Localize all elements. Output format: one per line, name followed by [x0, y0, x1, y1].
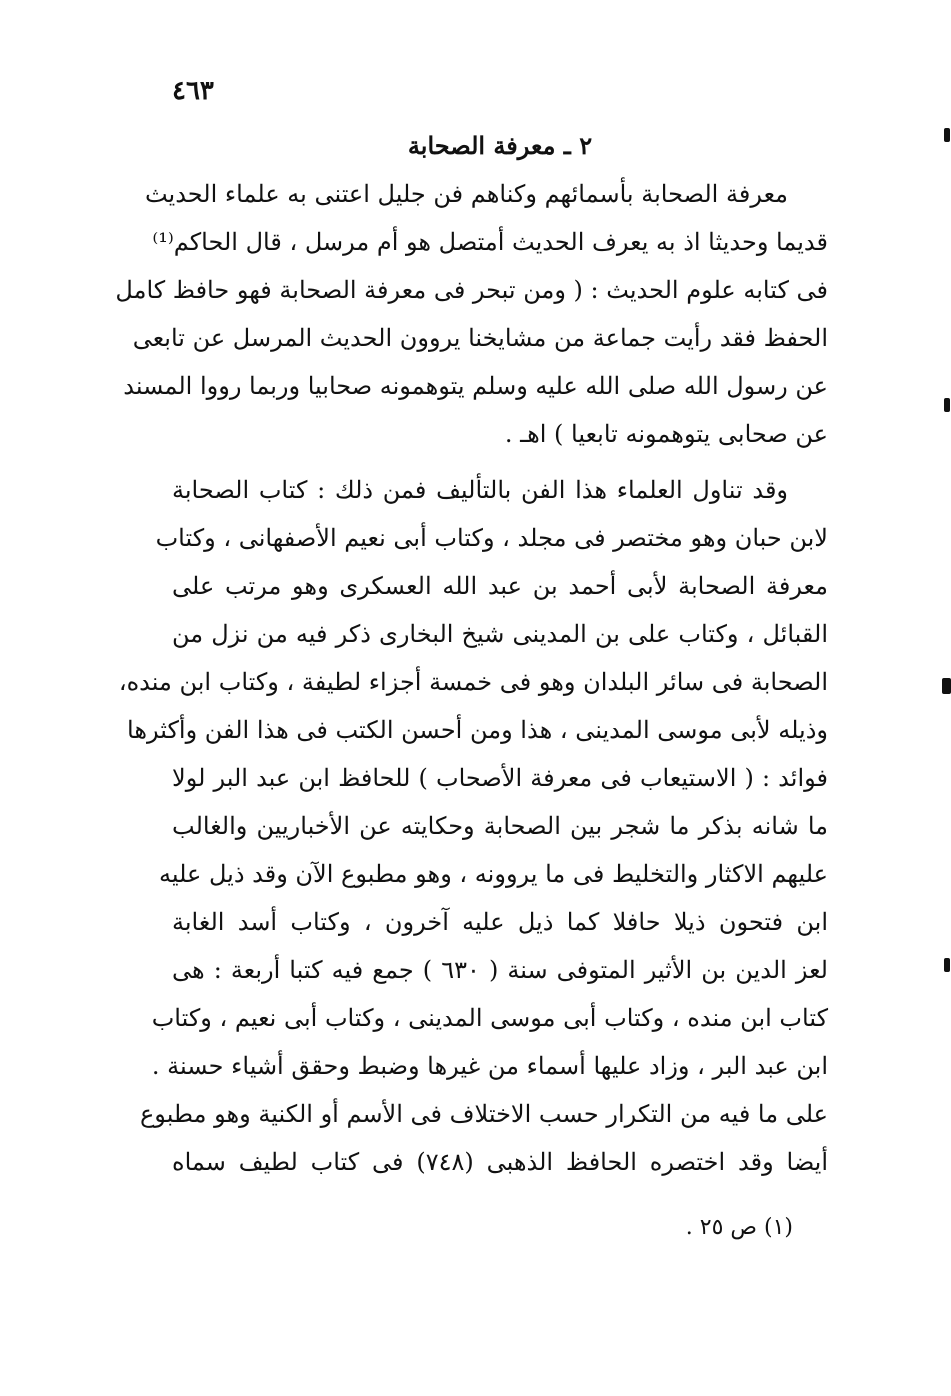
text-line: الصحابة فى سائر البلدان وهو فى خمسة أجزاء لطيفة ، وكتاب ابن منده، [118, 668, 828, 696]
text-line: فى كتابه علوم الحديث : ( ومن تبحر فى معرفة الصحابة فهو حافظ كامل [115, 276, 828, 304]
scan-edge-mark [942, 678, 951, 694]
text-line: وقد تناول العلماء هذا الفن بالتأليف فمن ذلك : كتاب الصحابة [172, 476, 789, 504]
footnote-separator [172, 1186, 828, 1187]
text-line: ابن فتحون ذيلا حافلا كما ذيل عليه آخرون ، وكتاب أسد الغابة [172, 908, 828, 936]
text-line: معرفة الصحابة بأسمائهم وكناهم فن جليل اعتنى به علماء الحديث [144, 180, 788, 208]
footnote: (١) ص ٢٥ . [685, 1215, 793, 1240]
text-line: معرفة الصحابة لأبى أحمد بن عبد الله العسكرى وهو مرتب على [172, 572, 828, 600]
text-line: عن رسول الله صلى الله عليه وسلم يتوهمونه صحابيا وربما رووا المسند [123, 372, 828, 400]
text-line: الحفظ فقد رأيت جماعة من مشايخنا يروون الحديث المرسل عن تابعى [132, 324, 828, 352]
text-line: القبائل ، وكتاب على بن المدينى شيخ البخارى ذكر فيه من نزل من [172, 620, 828, 648]
scan-edge-mark [944, 958, 950, 972]
paragraph-1 [115, 170, 828, 458]
section-title: ٢ ـ معرفة الصحابة [407, 131, 593, 160]
text-line: عن صحابى يتوهمونه تابعيا ) اهـ . [504, 420, 828, 448]
text-line: لعز الدين بن الأثير المتوفى سنة ( ٦٣٠ ) جمع فيه كتبا أربعة : هى [172, 956, 828, 984]
text-line: كتاب ابن منده ، وكتاب أبى موسى المدينى ، وكتاب أبى نعيم ، وكتاب [151, 1004, 828, 1032]
text-line: وذيله لأبى موسى المدينى ، هذا ومن أحسن الكتب فى هذا الفن وأكثرها [127, 716, 828, 744]
paragraph-2 [118, 466, 828, 1186]
scan-edge-mark [944, 128, 950, 142]
text-line: قديما وحديثا اذ به يعرف الحديث أمتصل هو أم مرسل ، قال الحاكم⁽¹⁾ [152, 228, 828, 256]
text-line: فوائد : ( الاستيعاب فى معرفة الأصحاب ) للحافظ ابن عبد البر لولا [172, 764, 828, 792]
page-number: ٤٦٣ [172, 76, 214, 106]
text-line: عليهم الاكثار والتخليط فى ما يروونه ، وهو مطبوع الآن وقد ذيل عليه [158, 860, 828, 888]
text-line: ابن عبد البر ، وزاد عليها أسماء من غيرها وضبط وحقق أشياء حسنة . [151, 1052, 828, 1080]
text-line: لابن حبان وهو مختصر فى مجلد ، وكتاب أبى نعيم الأصفهانى ، وكتاب [155, 524, 828, 552]
text-line: ما شانه بذكر ما شجر بين الصحابة وحكايته عن الأخباريين والغالب [172, 812, 828, 840]
scan-edge-mark [944, 398, 950, 412]
text-line: أيضا وقد اختصره الحافظ الذهبى (٧٤٨) فى كتاب لطيف سماه [172, 1148, 828, 1176]
text-line: على ما فيه من التكرار حسب الاختلاف فى الأسم أو الكنية وهو مطبوع [139, 1100, 828, 1128]
